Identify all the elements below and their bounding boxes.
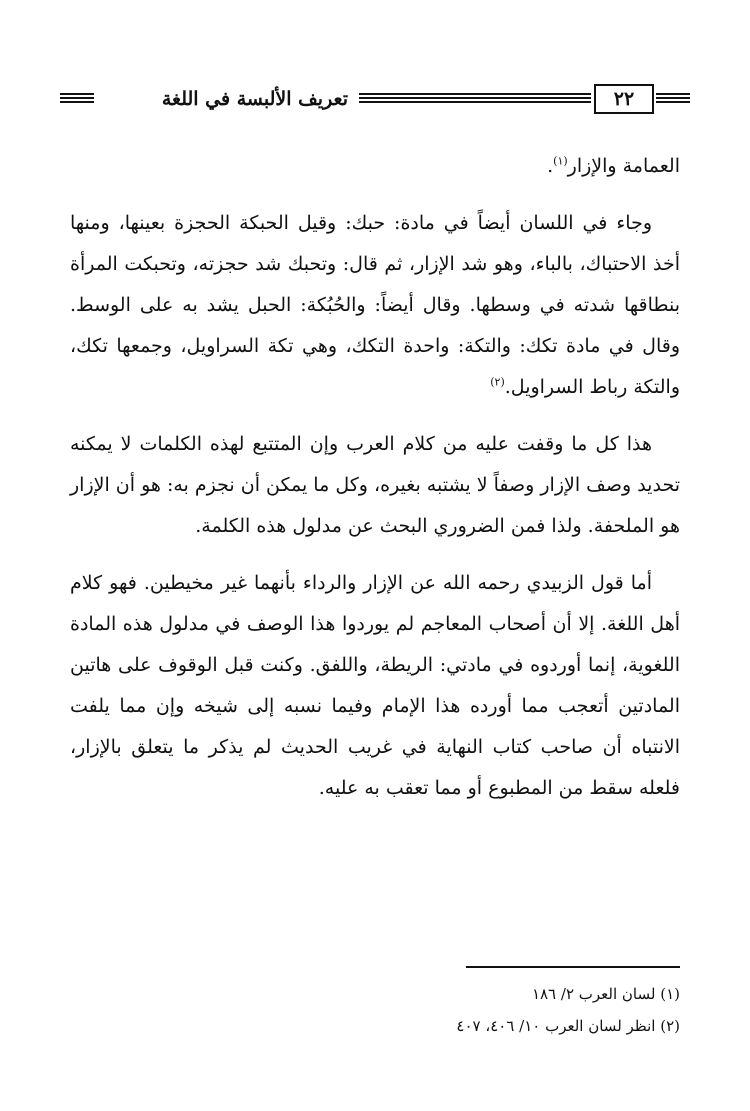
paragraph-3 (70, 424, 680, 547)
header-rule-left (60, 93, 94, 103)
header-rule-middle (359, 93, 591, 103)
paragraph-2 (70, 203, 680, 408)
footnote-2: (٢) انظر لسان العرب ١٠/ ٤٠٦، ٤٠٧ (456, 1017, 680, 1035)
running-header (60, 84, 690, 118)
main-text (70, 146, 680, 825)
paragraph-4 (70, 563, 680, 809)
header-rule-right (656, 93, 690, 103)
paragraph-1 (70, 146, 680, 187)
paragraph-1-tail: . (547, 155, 554, 177)
footnote-1: (١) لسان العرب ٢/ ١٨٦ (531, 985, 680, 1003)
page-number: ٢٢ (594, 84, 654, 114)
footnote-separator (466, 966, 680, 968)
paragraph-2-text: وجاء في اللسان أيضاً في مادة: حبك: وقيل الحبكة الحجزة بعينها، ومنها أخذ الاحتباك، بالباء، وهو شد الإزار، ثم قال: وتحبك شد حجزته، وتحبكت المرأة بنطاقها شدته في وسطها. وقال أيضاً: والحُبُكة: الحبل يشد به على الوسط. وقال في مادة تكك: والتكة: واحدة التكك، وهي تكة السراويل، وجمعها تكك، والتكة رباط السراويل. (70, 212, 680, 398)
paragraph-3-text: هذا كل ما وقفت عليه من كلام العرب وإن المتتبع لهذه الكلمات لا يمكنه تحديد وصف الإزار وصفاً لا يشتبه بغيره، وكل ما يمكن أن نجزم به: هو أن الإزار هو الملحفة. ولذا فمن الضروري البحث عن مدلول هذه الكلمة. (70, 433, 680, 537)
running-title: تعريف الألبسة في اللغة (161, 88, 348, 110)
footnote-ref-1: (١) (553, 154, 568, 168)
paragraph-4-text: أما قول الزبيدي رحمه الله عن الإزار والرداء بأنهما غير مخيطين. فهو كلام أهل اللغة. إلا أن أصحاب المعاجم لم يوردوا هذا الوصف في مدلول هذه المادة اللغوية، إنما أوردوه في مادتي: الريطة، واللفق. وكنت قبل الوقوف على هاتين المادتين أتعجب مما أورده هذا الإمام وفيما نسبه إلى شيخه وإن مما يلفت الانتباه أن صاحب كتاب النهاية في غريب الحديث لم يذكر ما يتعلق بالإزار، فلعله سقط من المطبوع أو مما تعقب به عليه. (70, 572, 680, 799)
footnotes (70, 978, 680, 1042)
paragraph-1-text: العمامة والإزار (567, 155, 680, 177)
footnote-ref-2: (٢) (490, 375, 505, 389)
